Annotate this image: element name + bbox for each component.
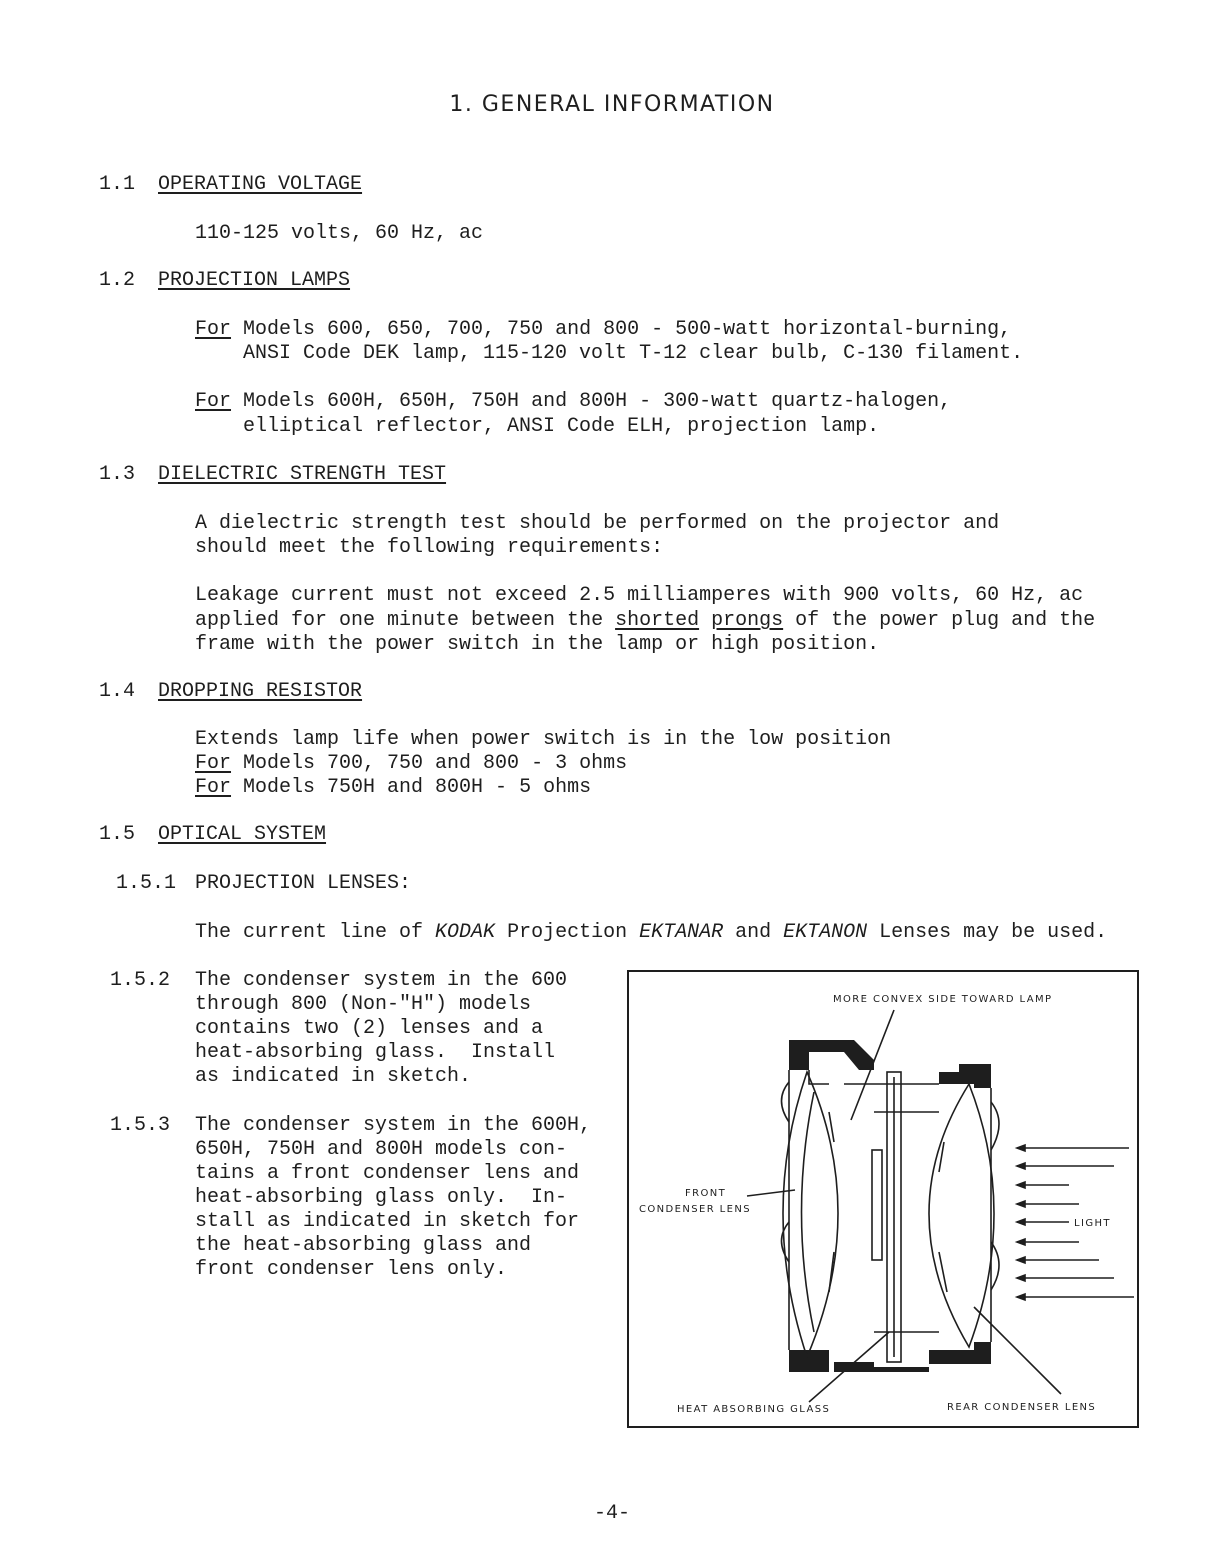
lamp-paragraph-1-line-2: ANSI Code DEK lamp, 115-120 volt T-12 clear bulb, C-130 filament. [243,342,1024,365]
resistor-line-2: For Models 700, 750 and 800 - 3 ohms [195,752,628,775]
rear-condenser-lens-hatch [939,1142,947,1292]
diagram-label-front-line-2: CONDENSER LENS [639,1204,751,1215]
condenser-h-line-1: The condenser system in the 600H, [195,1114,592,1137]
condenser-h-line-4: heat-absorbing glass only. In- [195,1186,568,1209]
section-number-1-5-2: 1.5.2 [110,969,171,992]
housing-bottom-right [929,1342,991,1364]
condenser-diagram [627,970,1139,1428]
dielectric-line-5: frame with the power switch in the lamp or high position. [195,633,880,656]
section-heading-operating-voltage: OPERATING VOLTAGE [158,173,363,196]
section-number-1-5-1: 1.5.1 [116,872,177,895]
prongs-word: prongs [711,609,784,632]
for-label: For [195,776,232,799]
housing-top-left [789,1040,874,1070]
condenser-non-h-line-1: The condenser system in the 600 [195,969,568,992]
shorted-word: shorted [615,609,700,632]
resistor-line-1: Extends lamp life when power switch is in the low position [195,728,892,751]
front-condenser-lens-inner [802,1092,815,1332]
condenser-non-h-line-4: heat-absorbing glass. Install [195,1041,556,1064]
for-label: For [195,318,232,341]
section-heading-optical-system: OPTICAL SYSTEM [158,823,327,846]
leader-front-condenser [747,1190,795,1196]
section-number-1-5-3: 1.5.3 [110,1114,171,1137]
condenser-h-line-3: tains a front condenser lens and [195,1162,580,1185]
housing-right-bump [991,1102,999,1150]
ektanon-brand: EKTANON [783,921,868,944]
dielectric-line-4: applied for one minute between the shorted prongs of the power plug and the [195,609,1096,632]
kodak-brand: KODAK [435,921,496,944]
condenser-h-line-5: stall as indicated in sketch for [195,1210,580,1233]
section-number-1-2: 1.2 [99,269,136,292]
section-number-1-5: 1.5 [99,823,136,846]
condenser-h-line-2: 650H, 750H and 800H models con- [195,1138,568,1161]
dielectric-line-2: should meet the following requirements: [195,536,664,559]
resistor-line-3: For Models 750H and 800H - 5 ohms [195,776,592,799]
housing-left-bump [782,1082,790,1122]
diagram-label-heat-absorbing-glass: HEAT ABSORBING GLASS [677,1404,831,1415]
page-title: 1. GENERAL INFORMATION [449,92,775,117]
lamp-paragraph-2-line-1: For Models 600H, 650H, 750H and 800H - 300-watt quartz-halogen, [195,390,952,413]
condenser-h-line-7: front condenser lens only. [195,1258,508,1281]
section-heading-dropping-resistor: DROPPING RESISTOR [158,680,363,703]
section-number-1-3: 1.3 [99,463,136,486]
section-heading-dielectric-strength-test: DIELECTRIC STRENGTH TEST [158,463,447,486]
lamp-paragraph-1-line-1: For Models 600, 650, 700, 750 and 800 - 500-watt horizontal-burning, [195,318,1012,341]
projection-lenses-heading: PROJECTION LENSES: [195,872,412,895]
diagram-label-more-convex-side: MORE CONVEX SIDE TOWARD LAMP [833,994,1053,1005]
spacer-plate [872,1150,882,1260]
projection-lenses-text: The current line of KODAK Projection EKTANAR and EKTANON Lenses may be used. [195,921,1108,944]
section-heading-projection-lamps: PROJECTION LAMPS [158,269,351,292]
diagram-label-light: LIGHT [1074,1218,1111,1229]
section-number-1-4: 1.4 [99,680,136,703]
dielectric-line-1: A dielectric strength test should be performed on the projector and [195,512,1000,535]
condenser-h-line-6: the heat-absorbing glass and [195,1234,532,1257]
ektanar-brand: EKTANAR [639,921,724,944]
diagram-label-front-line-1: FRONT [685,1188,727,1199]
page-number: -4- [593,1502,630,1525]
dielectric-line-3: Leakage current must not exceed 2.5 milliamperes with 900 volts, 60 Hz, ac [195,584,1084,607]
rear-condenser-lens [929,1084,994,1347]
condenser-non-h-line-2: through 800 (Non-"H") models [195,993,532,1016]
condenser-non-h-line-3: contains two (2) lenses and a [195,1017,544,1040]
lamp-paragraph-2-line-2: elliptical reflector, ANSI Code ELH, projection lamp. [243,415,880,438]
for-label: For [195,752,232,775]
section-number-1-1: 1.1 [99,173,136,196]
condenser-non-h-line-5: as indicated in sketch. [195,1065,472,1088]
operating-voltage-text: 110-125 volts, 60 Hz, ac [195,222,484,245]
diagram-label-rear-condenser-lens: REAR CONDENSER LENS [947,1402,1097,1413]
for-label: For [195,390,232,413]
housing-top-right [939,1064,991,1088]
